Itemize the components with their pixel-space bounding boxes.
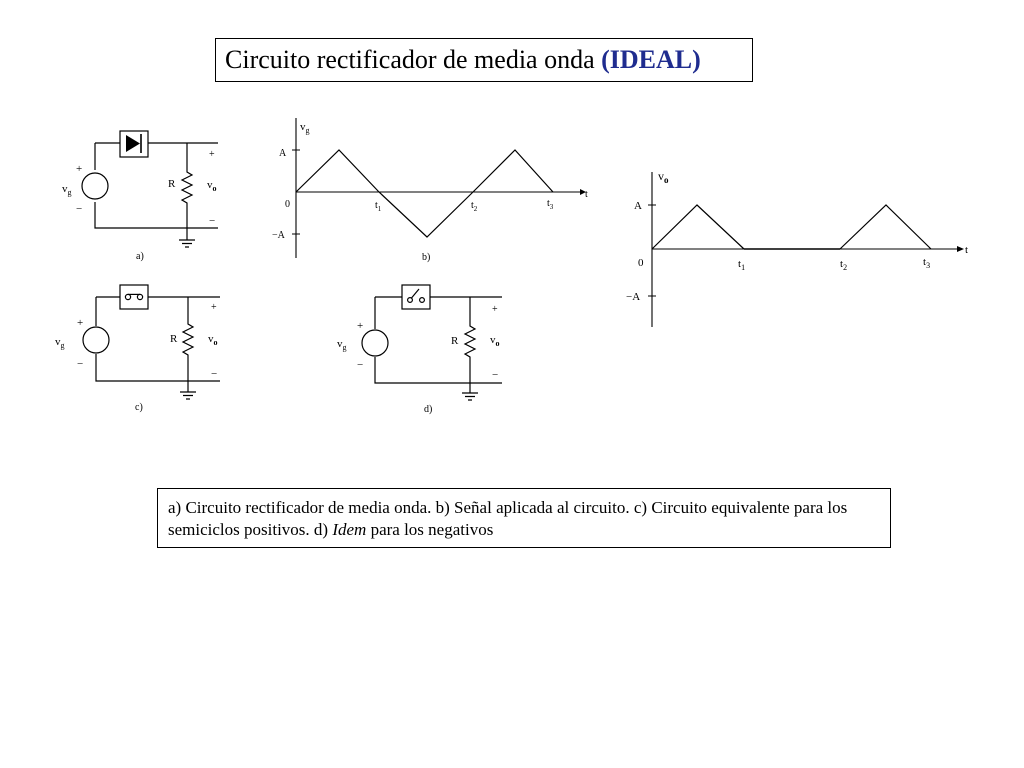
graph-output-pulse-2 [840, 205, 931, 249]
circuit-c-bottom-wire [96, 297, 220, 381]
circuit-c-switch-box [120, 285, 148, 309]
circuit-c-out-minus: − [211, 368, 218, 380]
circuit-d-out-label: $v_o$ [490, 334, 500, 348]
circuit-d-switch-open-icon [412, 289, 420, 298]
circuit-d-switch-box [402, 285, 430, 309]
circuit-c-source-icon [83, 327, 109, 353]
title-accent: (IDEAL) [601, 45, 701, 74]
graph-b-tick-0: 0 [285, 199, 290, 210]
graph-output-y-label: $v_o$ [658, 169, 669, 185]
graph-output [626, 169, 968, 327]
graph-b [272, 118, 588, 263]
graph-b-x-label: t [585, 189, 588, 200]
circuit-c-ground-icon [180, 392, 196, 399]
graph-output-t2: $t_2$ [840, 258, 848, 272]
circuit-d-switch-contact-right [420, 298, 425, 303]
circuit-d [337, 285, 502, 415]
caption-text: a) Circuito rectificador de media onda. b) Señal aplicada al circuito. c) Circuito equivalente para los semiciclos positivos. d) [168, 498, 848, 539]
circuit-a-minus: − [76, 203, 83, 215]
circuit-c-switch-contact-right [137, 294, 142, 299]
circuit-c-plus: + [77, 317, 84, 329]
circuit-c-out-label: $v_o$ [208, 333, 218, 347]
circuit-c-source-label: $v_g$ [55, 336, 65, 350]
title-text: Circuito rectificador de media onda [225, 45, 602, 74]
circuit-d-out-plus: + [492, 304, 498, 315]
circuit-a-ground-icon [179, 240, 195, 247]
circuit-d-bottom-wire [375, 297, 502, 383]
graph-output-tick-A: A [634, 200, 642, 212]
circuit-a-source-icon [82, 173, 108, 199]
circuit-a-bottom-wire [95, 143, 218, 228]
graph-output-x-label: t [965, 244, 969, 256]
graph-output-pulse-1 [652, 205, 744, 249]
circuit-c-caption-label: c) [135, 402, 143, 413]
graph-b-caption-label: b) [422, 252, 431, 263]
circuit-c-switch-contact-left [125, 294, 130, 299]
circuit-d-resistor-icon [465, 297, 475, 393]
caption-text-end: para los negativos [366, 520, 494, 539]
graph-b-t1: $t_1$ [375, 200, 382, 213]
circuit-c-resistor-label: R [170, 333, 178, 345]
circuit-a [62, 131, 218, 262]
circuit-d-switch-contact-left [408, 298, 413, 303]
circuit-a-source-label: $v_g$ [62, 183, 72, 197]
circuit-d-source-icon [362, 330, 388, 356]
circuit-d-caption-label: d) [424, 404, 433, 415]
graph-b-t2: $t_2$ [471, 200, 478, 213]
graph-output-tick-0: 0 [638, 257, 644, 269]
circuit-d-source-label: $v_g$ [337, 338, 347, 352]
circuit-a-diode-icon [126, 135, 140, 152]
circuit-d-out-minus: − [492, 369, 499, 381]
graph-b-tick-A: A [279, 148, 287, 159]
circuit-a-caption-label: a) [136, 251, 144, 262]
circuit-d-plus: + [357, 320, 364, 332]
graph-b-y-label: $v_g$ [300, 121, 310, 135]
circuit-c-out-plus: + [211, 302, 217, 313]
circuit-a-resistor-icon [182, 143, 192, 240]
circuit-d-resistor-label: R [451, 335, 459, 347]
caption-box [157, 488, 891, 548]
circuit-d-minus: − [357, 359, 364, 371]
circuit-c-minus: − [77, 358, 84, 370]
circuit-a-out-plus: + [209, 149, 215, 160]
graph-b-tick-minus-A: −A [272, 230, 285, 241]
graph-b-t3: $t_3$ [547, 198, 554, 211]
graph-output-x-arrow-icon [957, 246, 964, 252]
circuit-a-plus: + [76, 163, 83, 175]
circuit-a-out-minus: − [209, 215, 216, 227]
circuit-d-ground-icon [462, 393, 478, 400]
circuit-a-resistor-label: R [168, 178, 176, 190]
graph-output-t3: $t_3$ [923, 256, 931, 270]
caption-italic: Idem [332, 520, 367, 539]
circuit-c-resistor-icon [183, 297, 193, 392]
circuit-c [55, 285, 220, 413]
graph-output-t1: $t_1$ [738, 258, 746, 272]
graph-b-triangle-wave [296, 150, 553, 237]
graph-output-tick-minus-A: −A [626, 291, 641, 303]
circuit-a-out-label: $v_o$ [207, 179, 217, 193]
